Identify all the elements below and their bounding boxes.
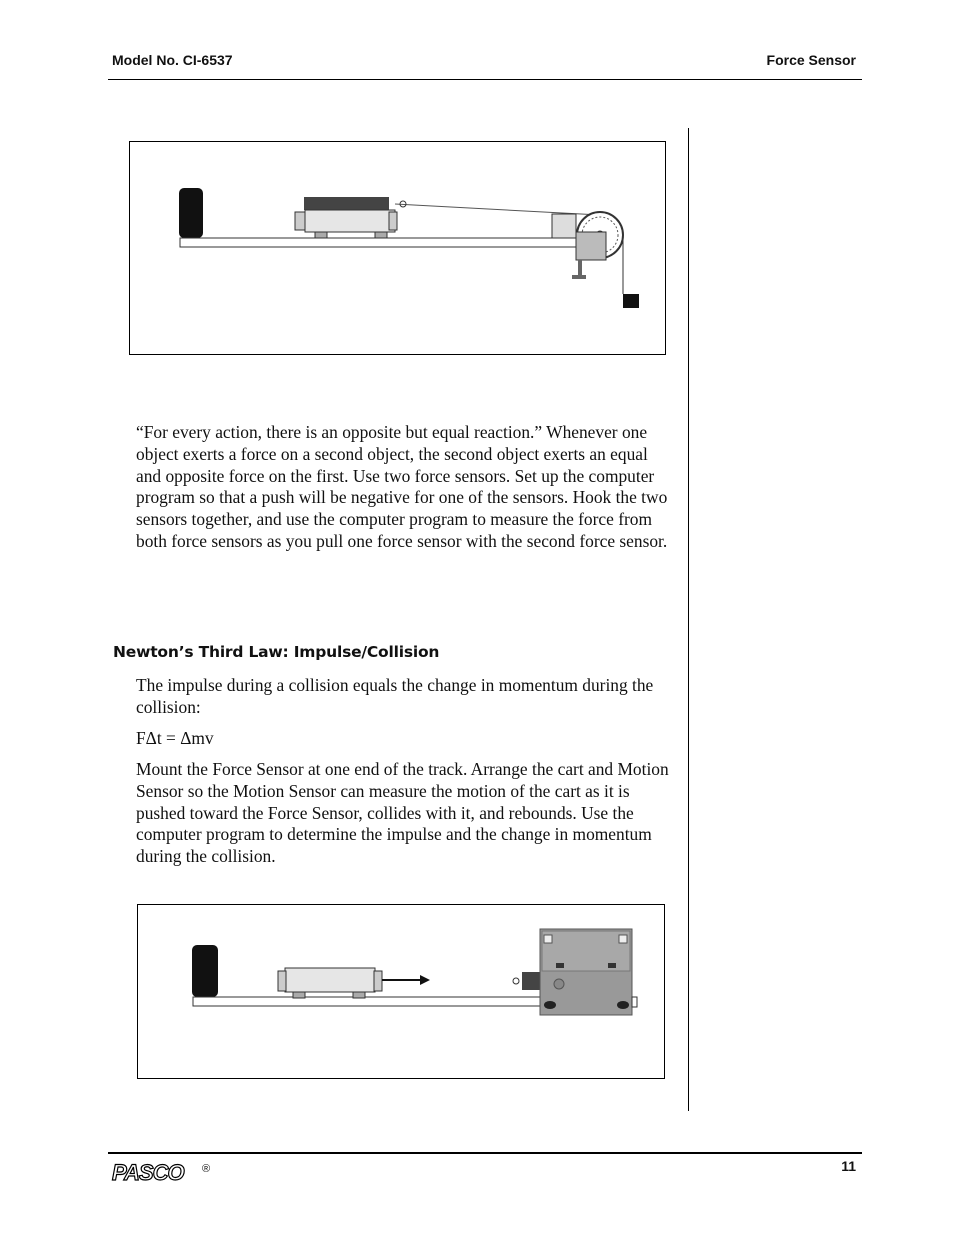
force-sensor <box>522 972 540 990</box>
track <box>180 238 606 247</box>
end-stop <box>179 188 203 238</box>
collision-setup-illustration <box>138 905 664 1078</box>
model-number: Model No. CI-6537 <box>112 52 233 68</box>
section-heading-impulse: Newton’s Third Law: Impulse/Collision <box>113 643 440 661</box>
registered-mark: ® <box>202 1163 211 1175</box>
pulley-setup-illustration <box>130 142 665 354</box>
pulley-clamp <box>576 232 606 260</box>
third-law-paragraph: “For every action, there is an opposite but equal reaction.” Whenever one object exerts a force on a second object, the second object exerts an equal and opposite force on the first. Use two force sensors. Set up the computer program so that a push will be negative for one of the sensors. Hook the two sensors together, and use the computer program to measure the force from both force sensors as you pull one force sensor with the second force sensor. <box>136 422 668 551</box>
impulse-intro: The impulse during a collision equals the change in momentum during the collision: <box>136 675 654 717</box>
block <box>552 214 576 238</box>
impulse-equation: FΔt = Δmv <box>136 728 214 748</box>
footer-rule <box>108 1152 862 1154</box>
column-divider <box>688 128 689 1111</box>
impulse-body: Mount the Force Sensor at one end of the track. Arrange the cart and Motion Sensor so the Motion Sensor can measure the motion of the cart as it is pushed toward the Force Sensor, collides with it, and rebounds. Use the computer program to determine the impulse and the change in momentum during the collision. <box>136 759 669 867</box>
cart <box>305 210 395 232</box>
hanging-mass <box>623 294 639 308</box>
string <box>395 204 600 215</box>
figure-pulley-setup <box>129 141 666 355</box>
figure-collision-setup <box>137 904 665 1079</box>
header-rule <box>108 79 862 80</box>
end-stop <box>192 945 218 997</box>
force-sensor <box>304 197 389 210</box>
cart <box>285 968 375 992</box>
document-title: Force Sensor <box>766 52 856 68</box>
page-number: 11 <box>841 1158 856 1174</box>
pasco-logo: PASCO <box>112 1160 184 1185</box>
